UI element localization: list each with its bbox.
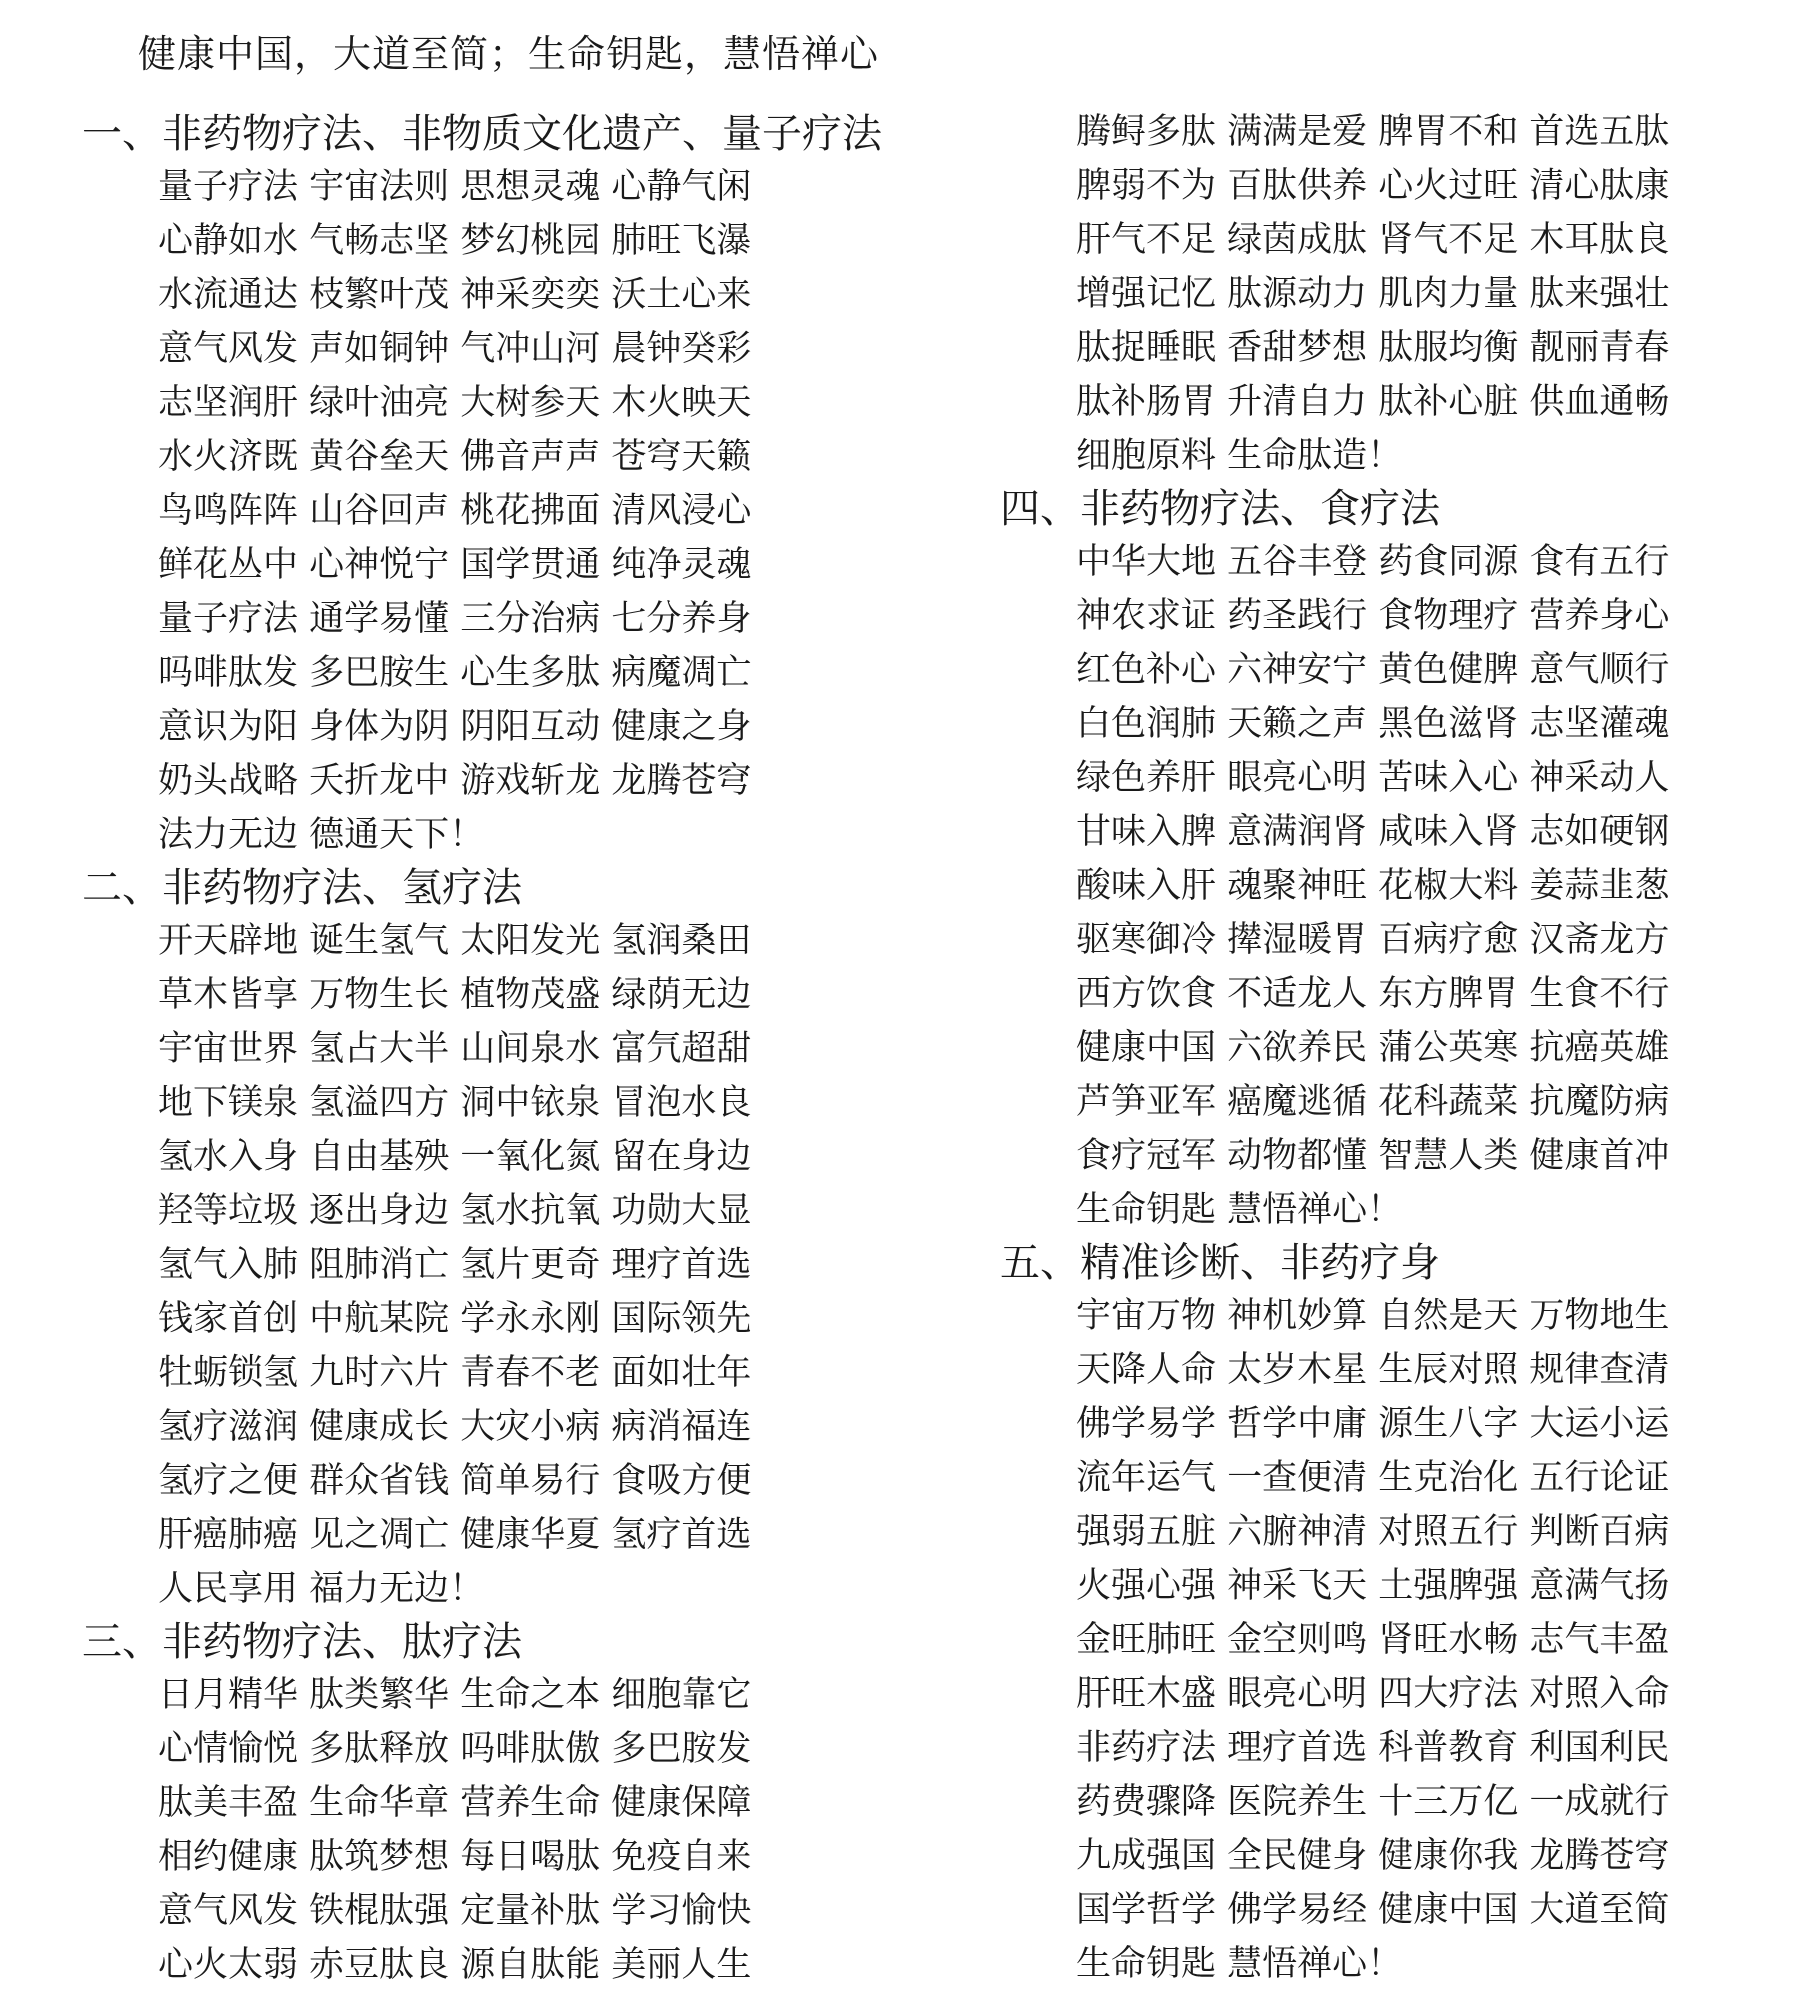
poem-section (1000, 483, 1803, 1237)
verse-line: 红色补心 六神安宁 黄色健脾 意气顺行 (1076, 650, 1670, 690)
verse-line: 心火太弱 赤豆肽良 源自肽能 美丽人生 (158, 1945, 752, 1985)
verse-line: 火强心强 神采飞天 土强脾强 意满气扬 (1076, 1566, 1670, 1606)
verse-line: 肝旺木盛 眼亮心明 四大疗法 对照入命 (1076, 1674, 1670, 1714)
verse-line: 志坚润肝 绿叶油亮 大树参天 木火映天 (158, 383, 752, 423)
verse-line: 法力无边 德通天下！ (158, 815, 485, 855)
verse-line: 人民享用 福力无边！ (158, 1569, 485, 1609)
verse-line: 钱家首创 中航某院 学永永刚 国际领先 (158, 1299, 752, 1339)
verse-line: 草木皆享 万物生长 植物茂盛 绿荫无边 (158, 975, 752, 1015)
verse-line: 量子疗法 通学易懂 三分治病 七分养身 (158, 599, 752, 639)
section-heading: 一、非药物疗法、非物质文化遗产、量子疗法 (82, 111, 882, 157)
verse-line: 九成强国 全民健身 健康你我 龙腾苍穹 (1076, 1836, 1670, 1876)
verse-line: 健康中国 六欲养民 蒲公英寒 抗癌英雄 (1076, 1028, 1670, 1068)
verse-line: 强弱五脏 六腑神清 对照五行 判断百病 (1076, 1512, 1670, 1552)
verse-list (1000, 1289, 1803, 1991)
section-heading: 二、非药物疗法、氢疗法 (82, 865, 522, 911)
poem-section (1000, 1237, 1803, 1991)
verse-line: 肽美丰盈 生命华章 营养生命 健康保障 (158, 1783, 752, 1823)
verse-line: 芦笋亚军 癌魔逃循 花科蔬菜 抗魔防病 (1076, 1082, 1670, 1122)
verse-line: 生命钥匙 慧悟禅心！ (1076, 1944, 1403, 1984)
verse-line: 鲜花丛中 心神悦宁 国学贯通 纯净灵魂 (158, 545, 752, 585)
verse-line: 氢水入身 自由基殃 一氧化氮 留在身边 (158, 1137, 752, 1177)
verse-line: 宇宙万物 神机妙算 自然是天 万物地生 (1076, 1296, 1670, 1336)
verse-list (1000, 105, 1803, 483)
verse-line: 氢疗滋润 健康成长 大灾小病 病消福连 (158, 1407, 752, 1447)
verse-line: 金旺肺旺 金空则鸣 肾旺水畅 志气丰盈 (1076, 1620, 1670, 1660)
poem-section (82, 108, 942, 862)
verse-line: 意气风发 铁棍肽强 定量补肽 学习愉快 (158, 1891, 752, 1931)
verse-list (82, 1668, 942, 1992)
verse-line: 白色润肺 天籁之声 黑色滋肾 志坚灌魂 (1076, 704, 1670, 744)
verse-line: 肽捉睡眠 香甜梦想 肽服均衡 靓丽青春 (1076, 328, 1670, 368)
verse-line: 氢疗之便 群众省钱 简单易行 食吸方便 (158, 1461, 752, 1501)
verse-line: 佛学易学 哲学中庸 源生八字 大运小运 (1076, 1404, 1670, 1444)
left-column (82, 108, 942, 1992)
verse-line: 心静如水 气畅志坚 梦幻桃园 肺旺飞瀑 (158, 221, 752, 261)
verse-line: 甘味入脾 意满润肾 咸味入肾 志如硬钢 (1076, 812, 1670, 852)
verse-line: 牡蛎锁氢 九时六片 青春不老 面如壮年 (158, 1353, 752, 1393)
verse-line: 西方饮食 不适龙人 东方脾胃 生食不行 (1076, 974, 1670, 1014)
verse-line: 天降人命 太岁木星 生辰对照 规律查清 (1076, 1350, 1670, 1390)
verse-line: 地下镁泉 氢溢四方 洞中铱泉 冒泡水良 (158, 1083, 752, 1123)
verse-line: 相约健康 肽筑梦想 每日喝肽 免疫自来 (158, 1837, 752, 1877)
verse-line: 食疗冠军 动物都懂 智慧人类 健康首冲 (1076, 1136, 1670, 1176)
verse-list (1000, 535, 1803, 1237)
verse-line: 吗啡肽发 多巴胺生 心生多肽 病魔凋亡 (158, 653, 752, 693)
verse-line: 神农求证 药圣践行 食物理疗 营养身心 (1076, 596, 1670, 636)
verse-line: 开天辟地 诞生氢气 太阳发光 氢润桑田 (158, 921, 752, 961)
verse-line: 意识为阳 身体为阴 阴阳互动 健康之身 (158, 707, 752, 747)
verse-line: 宇宙世界 氢占大半 山间泉水 富氕超甜 (158, 1029, 752, 1069)
verse-line: 鸟鸣阵阵 山谷回声 桃花拂面 清风浸心 (158, 491, 752, 531)
verse-list (82, 914, 942, 1616)
verse-list (82, 160, 942, 862)
verse-line: 国学哲学 佛学易经 健康中国 大道至简 (1076, 1890, 1670, 1930)
verse-line: 肝癌肺癌 见之凋亡 健康华夏 氢疗首选 (158, 1515, 752, 1555)
verse-line: 生命钥匙 慧悟禅心！ (1076, 1190, 1403, 1230)
verse-line: 羟等垃圾 逐出身边 氢水抗氧 功勋大显 (158, 1191, 752, 1231)
verse-line: 流年运气 一查便清 生克治化 五行论证 (1076, 1458, 1670, 1498)
verse-line: 奶头战略 夭折龙中 游戏斩龙 龙腾苍穹 (158, 761, 752, 801)
verse-line: 氢气入肺 阻肺消亡 氢片更奇 理疗首选 (158, 1245, 752, 1285)
verse-line: 肝气不足 绿茵成肽 肾气不足 木耳肽良 (1076, 220, 1670, 260)
verse-line: 脾弱不为 百肽供养 心火过旺 清心肽康 (1076, 166, 1670, 206)
poem-section (1000, 105, 1803, 483)
verse-line: 细胞原料 生命肽造！ (1076, 436, 1403, 476)
verse-line: 水火济既 黄谷垒天 佛音声声 苍穹天籁 (158, 437, 752, 477)
poem-section (82, 862, 942, 1616)
verse-line: 绿色养肝 眼亮心明 苦味入心 神采动人 (1076, 758, 1670, 798)
verse-line: 日月精华 肽类繁华 生命之本 细胞靠它 (158, 1675, 752, 1715)
verse-line: 驱寒御冷 撵湿暖胃 百病疗愈 汉斋龙方 (1076, 920, 1670, 960)
right-column (1000, 105, 1803, 1991)
verse-line: 酸味入肝 魂聚神旺 花椒大料 姜蒜韭葱 (1076, 866, 1670, 906)
verse-line: 量子疗法 宇宙法则 思想灵魂 心静气闲 (158, 167, 752, 207)
section-heading: 四、非药物疗法、食疗法 (1000, 486, 1440, 532)
verse-line: 非药疗法 理疗首选 科普教育 利国利民 (1076, 1728, 1670, 1768)
section-heading: 五、精准诊断、非药疗身 (1000, 1240, 1440, 1286)
verse-line: 药费骤降 医院养生 十三万亿 一成就行 (1076, 1782, 1670, 1822)
verse-line: 心情愉悦 多肽释放 吗啡肽傲 多巴胺发 (158, 1729, 752, 1769)
verse-line: 意气风发 声如铜钟 气冲山河 晨钟癸彩 (158, 329, 752, 369)
verse-line: 肽补肠胃 升清自力 肽补心脏 供血通畅 (1076, 382, 1670, 422)
verse-line: 腾鲟多肽 满满是爱 脾胃不和 首选五肽 (1076, 112, 1670, 152)
verse-line: 增强记忆 肽源动力 肌肉力量 肽来强壮 (1076, 274, 1670, 314)
section-heading: 三、非药物疗法、肽疗法 (82, 1619, 522, 1665)
verse-line: 中华大地 五谷丰登 药食同源 食有五行 (1076, 542, 1670, 582)
poem-section (82, 1616, 942, 1992)
verse-line: 水流通达 枝繁叶茂 神采奕奕 沃土心来 (158, 275, 752, 315)
page-title: 健康中国，大道至简；生命钥匙，慧悟禅心 (138, 32, 880, 76)
